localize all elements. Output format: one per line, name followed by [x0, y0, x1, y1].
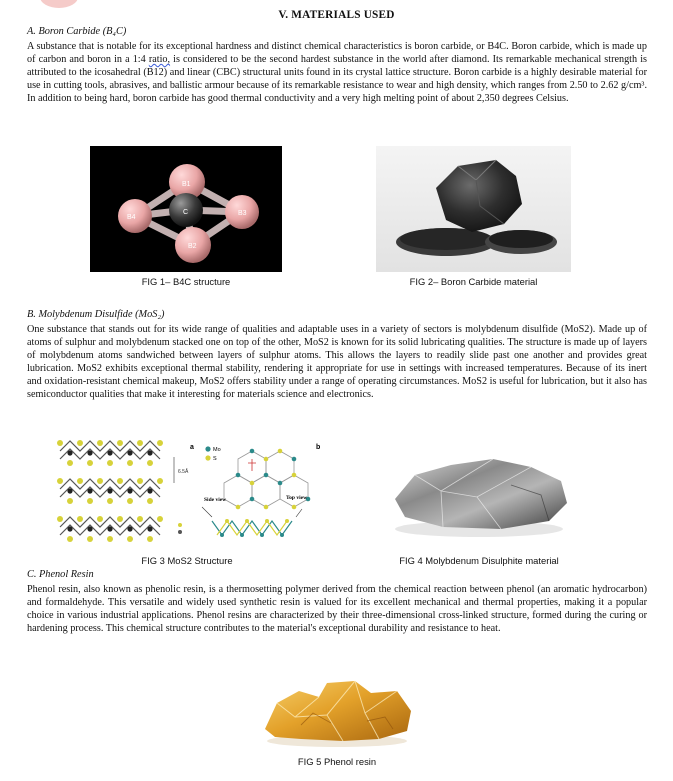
figure-mos2-structure	[52, 437, 322, 553]
boron-carbide-photo	[376, 146, 571, 272]
phenol-resin-photo	[247, 673, 427, 751]
atom-label-b4: B4	[127, 214, 136, 221]
caption-fig2: FIG 2– Boron Carbide material	[409, 276, 538, 287]
layer-spacing-label: 6.5Å	[178, 469, 189, 475]
atom-label-b2: B2	[188, 243, 197, 250]
figure-boron-carbide-material	[376, 146, 571, 272]
figure-phenol-resin	[247, 673, 427, 751]
side-view-chain	[212, 519, 292, 537]
legend-s: S	[213, 456, 217, 462]
panel-label-a: a	[190, 444, 194, 451]
side-view-label: Side view	[204, 497, 227, 503]
figure-b4c-structure	[90, 146, 282, 272]
caption-fig4: FIG 4 Molybdenum Disulphite material	[399, 555, 559, 566]
subsection-heading-phenol-resin: C. Phenol Resin	[27, 569, 94, 580]
mos2-structure-diagram	[52, 437, 322, 553]
caption-fig1: FIG 1– B4C structure	[141, 276, 231, 287]
mos2-layer-stack	[57, 440, 163, 542]
paragraph-text: A substance that is notable for its exceptional hardness and distinct chemical characteristics is boron carbide, or B4C. Boron carbide, which is made up of carbon and boron in a 1:4	[27, 41, 647, 66]
molybdenum-photo	[381, 437, 577, 549]
paragraph-boron-carbide	[27, 40, 647, 105]
atom-label-c: C	[183, 209, 189, 216]
b4c-molecule-diagram	[90, 146, 282, 272]
caption-fig5: FIG 5 Phenol resin	[297, 756, 377, 767]
section-title: V. MATERIALS USED	[278, 9, 395, 21]
atom-label-b3: B3	[238, 210, 247, 217]
atom-label-b1: B1	[182, 181, 191, 188]
top-view-label: Top view	[286, 495, 308, 501]
subsection-heading-boron-carbide: A. Boron Carbide (B₄C)	[27, 26, 127, 37]
paragraph-text: is considered to be the second hardest substance in the world after diamond. Its remarkable mechanical strength is attributed to the icosahedral (B12) and linear (CBC) structural units found in its crystal lattice structure. Boron carbide is a highly desirable material for use in cutting tools, abrasives, and ballistic armour because of its remarkable resistance to wear and high density, which ranges from 2.50 to 2.62 g/cm³. In addition to being hard, boron carbide has good thermal conductivity and a very high melting point of about 2,350 degrees Celsius.	[27, 54, 647, 105]
subsection-heading-mos2: B. Molybdenum Disulfide (MoS₂)	[27, 309, 165, 320]
logo-fragment	[40, 0, 78, 8]
figure-molybdenum-material	[381, 437, 577, 549]
spellcheck-word: ratio,	[148, 54, 171, 66]
paragraph-mos2: One substance that stands out for its wide range of qualities and adaptable uses in a variety of sectors is molybdenum disulfide (MoS2). Made up of atoms of sulphur and molybdenum stacked one on top of the other, MoS2 is known for its solid lubricating qualities. The structure is made up of layers of molybdenum atoms sandwiched between layers of sulphur atoms. This allows the layers to readily slide past one another and provides great lubrication. MoS2 exhibits exceptional thermal stability, rendering it appropriate for use in settings with increased temperatures. Because of its inert and oxidation-resistant chemical makeup, MoS2 offers stability under a range of operating circumstances. MoS2 is useful for lubrication, but it also has semiconductor qualities that make it interesting for materials science and electronics.	[27, 324, 647, 401]
caption-fig3: FIG 3 MoS2 Structure	[141, 555, 233, 566]
panel-label-b: b	[316, 444, 321, 451]
legend-mo: Mo	[213, 447, 221, 453]
paragraph-phenol-resin: Phenol resin, also known as phenolic resin, is a thermosetting polymer derived from the chemical reaction between phenol (an aromatic hydrocarbon) and formaldehyde. This versatile and widely used synthetic resin is valued for its excellent mechanical and thermal properties, making it a popular choice in various industrial applications. Phenol resins are characterized by their three-dimensional cross-linked structure, formed during the curing or hardening process. This chemical structure contributes to the material's exceptional durability and resistance to heat.	[27, 584, 647, 635]
